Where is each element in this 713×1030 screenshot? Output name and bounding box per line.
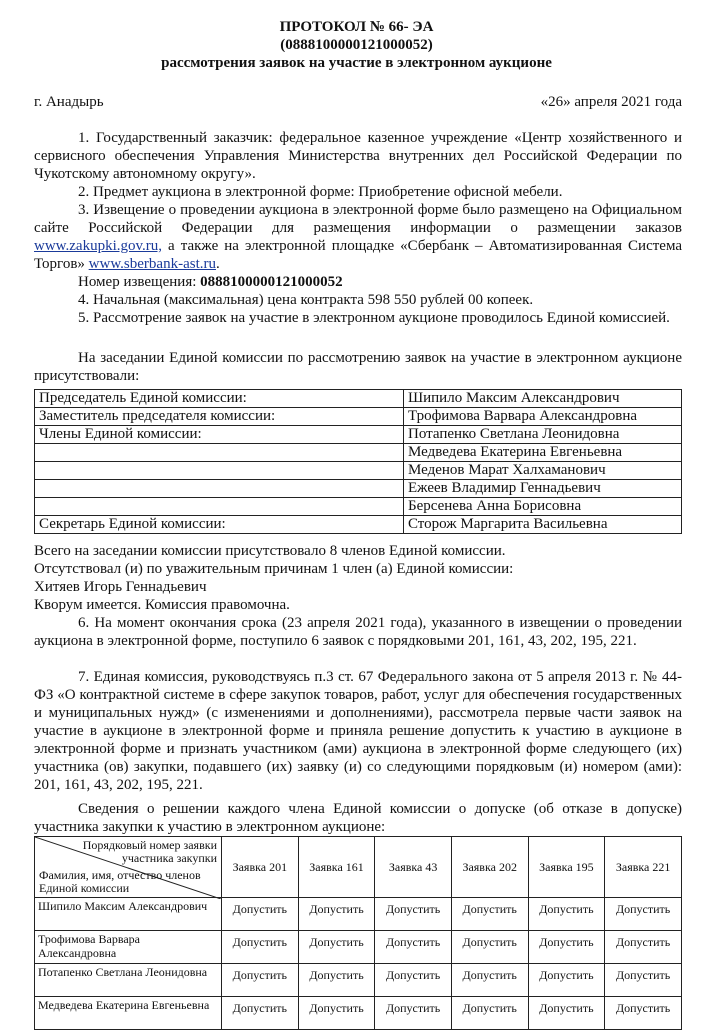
- vote-member-name: Шипило Максим Александрович: [35, 898, 222, 931]
- vote-row: [35, 964, 682, 997]
- zakupki-link[interactable]: www.zakupki.gov.ru,: [34, 238, 163, 254]
- item-4-text: 4. Начальная (максимальная) цена контракта 598 550 рублей 00 копеек.: [78, 292, 534, 308]
- vote-decision: Допустить: [528, 964, 605, 997]
- commission-role: Секретарь Единой комиссии:: [35, 516, 404, 534]
- commission-row: [35, 516, 682, 534]
- vote-decision: Допустить: [605, 964, 682, 997]
- vote-decision: Допустить: [528, 997, 605, 1030]
- application-header: Заявка 161: [298, 837, 375, 898]
- total-attendance: Всего на заседании комиссии присутствовало 8 членов Единой комиссии.: [34, 543, 506, 559]
- item-5-text: 5. Рассмотрение заявок на участие в электронном аукционе проводилось Единой комиссией.: [78, 310, 670, 326]
- vote-decision: Допустить: [222, 931, 299, 964]
- application-header: Заявка 202: [451, 837, 528, 898]
- application-header: Заявка 221: [605, 837, 682, 898]
- commission-table: [34, 389, 682, 534]
- item-6: [34, 614, 682, 650]
- vote-decision: Допустить: [222, 964, 299, 997]
- header-member-names: Фамилия, имя, отчество членов Единой комиссии: [39, 868, 201, 895]
- commission-role: Председатель Единой комиссии:: [35, 390, 404, 408]
- commission-member-name: Берсенева Анна Борисовна: [404, 498, 682, 516]
- application-header: Заявка 43: [375, 837, 451, 898]
- item-7: [34, 668, 682, 794]
- item-4: [34, 291, 682, 309]
- item-1: [34, 129, 682, 183]
- decision-intro-text: Сведения о решении каждого члена Единой комиссии о допуске (об отказе в допуске) участника закупки к участию в электронном аукционе:: [34, 801, 682, 835]
- place: г. Анадырь: [34, 94, 104, 110]
- commission-member-name: Меденов Марат Халхаманович: [404, 462, 682, 480]
- vote-decision: Допустить: [451, 997, 528, 1030]
- item-7-text: 7. Единая комиссия, руководствуясь п.3 ст. 67 Федерального закона от 5 апреля 2013 г. № 44-ФЗ «О контрактной системе в сфере закупок товаров, работ, услуг для обеспечения государственных и муниципальных нужд» (с изменениями и дополнениями), рассмотрела первые части заявок на участие в аукционе в электронной форме и приняла решение допустить к участию в аукционе в электронной форме и признать участником (ами) аукциона в электронной форме следующего (их) участника (ов) закупки, подавшего (их) заявку (и) со следующими порядковым (и) номером (ами): 201, 161, 43, 202, 195, 221.: [34, 669, 682, 793]
- commission-row: [35, 480, 682, 498]
- item-3: [34, 201, 682, 273]
- notice-label: Номер извещения:: [78, 274, 201, 290]
- commission-row: [35, 444, 682, 462]
- notice-number: 0888100000121000052: [200, 274, 343, 290]
- header-app-number: Порядковый номер заявки участника закупки: [82, 838, 217, 865]
- commission-role: Заместитель председателя комиссии:: [35, 408, 404, 426]
- vote-decision: Допустить: [605, 931, 682, 964]
- commission-member-name: Сторож Маргарита Васильевна: [404, 516, 682, 534]
- vote-decision: Допустить: [528, 931, 605, 964]
- protocol-number: (0888100000121000052): [280, 37, 433, 53]
- vote-decision: Допустить: [528, 898, 605, 931]
- vote-decision: Допустить: [375, 898, 451, 931]
- decision-intro: [34, 800, 682, 836]
- item-2-text: 2. Предмет аукциона в электронной форме: Приобретение офисной мебели.: [78, 184, 563, 200]
- vote-decision: Допустить: [451, 931, 528, 964]
- vote-decision: Допустить: [605, 898, 682, 931]
- item-3-text-a: 3. Извещение о проведении аукциона в электронной форме было размещено на Официальном сайте Российской Федерации для размещения информации о размещении заказов: [34, 202, 682, 236]
- attendance-intro-text: На заседании Единой комиссии по рассмотрению заявок на участие в электронном аукционе присутствовали:: [34, 350, 682, 384]
- item-2: [34, 183, 682, 201]
- protocol-subtitle: рассмотрения заявок на участие в электронном аукционе: [161, 55, 552, 71]
- vote-row: [35, 898, 682, 931]
- commission-role: [35, 480, 404, 498]
- item-3-text-b: а также на электронной площадке «Сбербанк – Автоматизированная Система Торгов»: [34, 238, 682, 272]
- commission-row: [35, 408, 682, 426]
- vote-decision: Допустить: [375, 997, 451, 1030]
- vote-member-name: Потапенко Светлана Леонидовна: [35, 964, 222, 997]
- commission-role: [35, 462, 404, 480]
- commission-member-name: Медведева Екатерина Евгеньевна: [404, 444, 682, 462]
- vote-decision: Допустить: [451, 964, 528, 997]
- commission-member-name: Шипило Максим Александрович: [404, 390, 682, 408]
- sberbank-ast-link[interactable]: www.sberbank-ast.ru: [88, 256, 216, 272]
- vote-decision: Допустить: [298, 997, 375, 1030]
- vote-decision: Допустить: [375, 931, 451, 964]
- commission-row: [35, 426, 682, 444]
- vote-decision: Допустить: [375, 964, 451, 997]
- vote-row: [35, 997, 682, 1030]
- application-header: Заявка 201: [222, 837, 299, 898]
- attendance-intro: [34, 349, 682, 385]
- vote-decision: Допустить: [605, 997, 682, 1030]
- vote-member-name: Трофимова Варвара Александровна: [35, 931, 222, 964]
- item-5: [34, 309, 682, 327]
- commission-row: [35, 462, 682, 480]
- vote-decision: Допустить: [222, 997, 299, 1030]
- vote-decision: Допустить: [451, 898, 528, 931]
- commission-row: [35, 390, 682, 408]
- item-6-text: 6. На момент окончания срока (23 апреля 2021 года), указанного в извещении о проведении аукциона в электронной форме, поступило 6 заявок с порядковыми 201, 161, 43, 202, 195, 221.: [34, 615, 682, 649]
- protocol-title: ПРОТОКОЛ № 66- ЭА: [279, 19, 434, 35]
- vote-table-corner-header: [35, 837, 222, 898]
- notice-number-line: [34, 273, 682, 291]
- commission-role: Члены Единой комиссии:: [35, 426, 404, 444]
- commission-member-name: Потапенко Светлана Леонидовна: [404, 426, 682, 444]
- commission-member-name: Ежеев Владимир Геннадьевич: [404, 480, 682, 498]
- vote-decision: Допустить: [298, 898, 375, 931]
- commission-role: [35, 444, 404, 462]
- commission-member-name: Трофимова Варвара Александровна: [404, 408, 682, 426]
- commission-row: [35, 498, 682, 516]
- vote-table: [34, 836, 682, 1030]
- vote-member-name: Медведева Екатерина Евгеньевна: [35, 997, 222, 1030]
- absent-name: Хитяев Игорь Геннадьевич: [34, 579, 207, 595]
- commission-role: [35, 498, 404, 516]
- date: «26» апреля 2021 года: [540, 94, 682, 110]
- quorum-line: Кворум имеется. Комиссия правомочна.: [34, 597, 290, 613]
- vote-decision: Допустить: [222, 898, 299, 931]
- application-header: Заявка 195: [528, 837, 605, 898]
- vote-row: [35, 931, 682, 964]
- absent-line: Отсутствовал (и) по уважительным причинам 1 член (а) Единой комиссии:: [34, 561, 514, 577]
- item-1-text: 1. Государственный заказчик: федеральное казенное учреждение «Центр хозяйственного и сервисного обеспечения Управления Министерства внутренних дел Российской Федерации по Чукотскому автономному округу».: [34, 130, 682, 182]
- vote-decision: Допустить: [298, 964, 375, 997]
- item-3-text-c: .: [215, 256, 220, 272]
- vote-decision: Допустить: [298, 931, 375, 964]
